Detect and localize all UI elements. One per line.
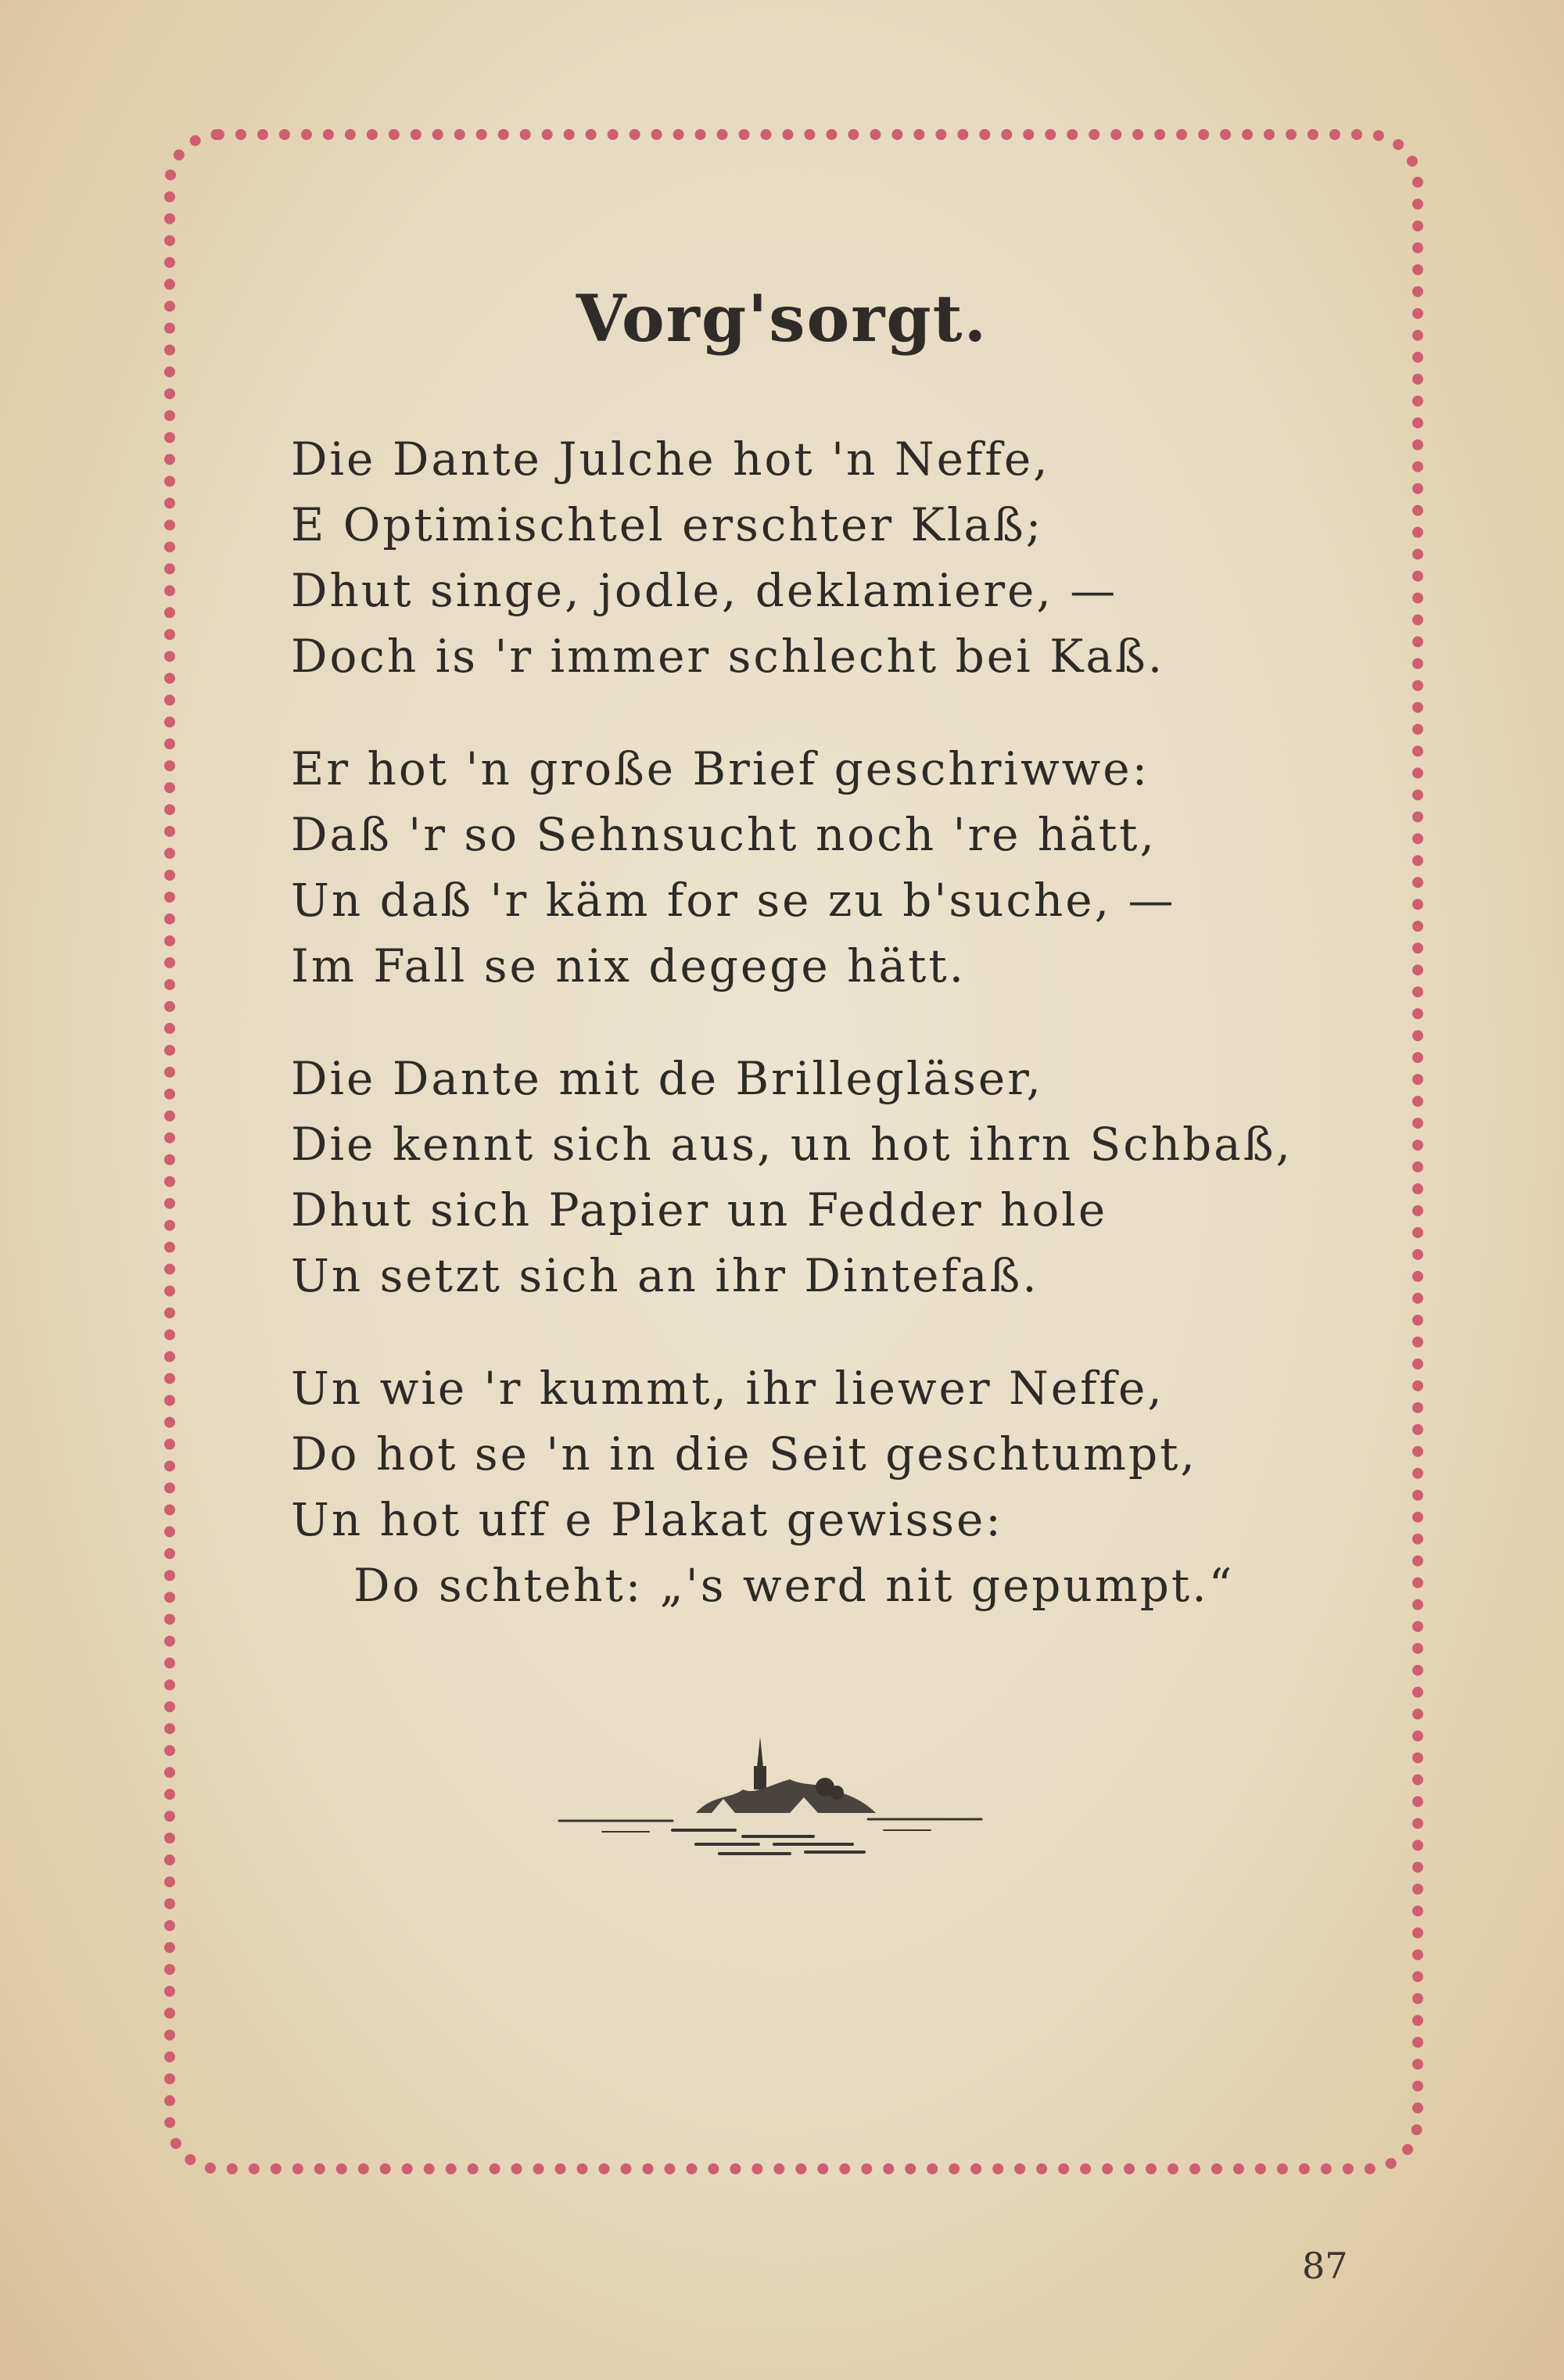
poem-line: Die Dante Julche hot 'n Neffe,: [291, 433, 1050, 486]
poem-line: Im Fall se nix degege hätt.: [291, 939, 967, 993]
poem-line: Die Dante mit de Brillegläser,: [291, 1052, 1043, 1105]
stanza: [291, 1355, 1339, 1618]
landscape-vignette-icon: [555, 1721, 985, 1877]
poem-line: E Optimischtel erschter Klaß;: [291, 498, 1044, 551]
poem-line: Un daß 'r käm for se zu b'suche, —: [291, 874, 1176, 927]
poem-line: Doch is 'r immer schlecht bei Kaß.: [291, 630, 1165, 683]
page-number: 87: [1302, 2245, 1348, 2287]
stanza: [291, 736, 1339, 999]
poem-line: Un setzt sich an ihr Dintefaß.: [291, 1249, 1039, 1302]
poem-line: Do hot se 'n in die Seit geschtumpt,: [291, 1427, 1197, 1481]
poem-line: Un hot uff e Plakat gewisse:: [291, 1493, 1003, 1546]
poem-body: [291, 426, 1339, 1665]
poem-line: Er hot 'n große Brief geschriwwe:: [291, 742, 1150, 795]
stanza: [291, 1046, 1339, 1308]
poem-title: Vorg'sorgt.: [576, 282, 988, 357]
poem-line: Do schteht: „'s werd nit gepumpt.“: [353, 1559, 1235, 1612]
poem-line: Dhut sich Papier un Fedder hole: [291, 1183, 1108, 1237]
poem-line: Die kennt sich aus, un hot ihrn Schbaß,: [291, 1118, 1293, 1171]
poem-line: Daß 'r so Sehnsucht noch 're hätt,: [291, 808, 1157, 861]
poem-line: Un wie 'r kummt, ihr liewer Neffe,: [291, 1362, 1164, 1415]
poem-line: Dhut singe, jodle, deklamiere, —: [291, 564, 1118, 617]
stanza: [291, 426, 1339, 689]
